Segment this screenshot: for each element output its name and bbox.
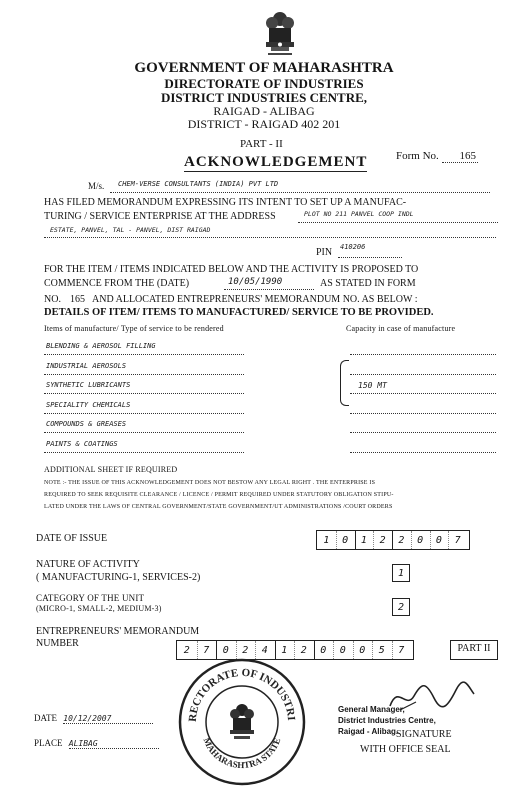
digit-cell: 0 bbox=[320, 644, 327, 656]
gm-line-1: General Manager, bbox=[338, 705, 405, 714]
digit-cell: 2 bbox=[379, 534, 386, 546]
category-label-1: CATEGORY OF THE UNIT bbox=[36, 593, 145, 603]
legal-note-3: LATED UNDER THE LAWS OF CENTRAL GOVERNMENT/STATE GOVERNMENT/UT ADMINISTRATIONS /COURT ORDERS bbox=[44, 504, 393, 510]
digit-cell: 7 bbox=[203, 644, 210, 656]
item-name: SYNTHETIC LUBRICANTS bbox=[46, 381, 131, 389]
digit-cell: 2 bbox=[300, 644, 307, 656]
nature-label-1: NATURE OF ACTIVITY bbox=[36, 559, 140, 570]
pin-label: PIN bbox=[316, 247, 333, 258]
pin-value: 410206 bbox=[340, 243, 366, 251]
acknowledgement-heading: ACKNOWLEDGEMENT bbox=[184, 154, 368, 170]
nature-value-box bbox=[392, 564, 410, 582]
digit-cell: 1 bbox=[323, 534, 330, 546]
state-emblem-icon bbox=[262, 10, 298, 60]
header-title-5: DISTRICT - RAIGAD 402 201 bbox=[187, 117, 341, 131]
em-label-1: ENTREPRENEURS' MEMORANDUM bbox=[36, 626, 200, 637]
signature-label: SIGNATURE bbox=[396, 729, 452, 740]
em-part-box bbox=[450, 640, 498, 660]
category-label-2: (MICRO-1, SMALL-2, MEDIUM-3) bbox=[36, 604, 162, 613]
digit-cell: 0 bbox=[417, 534, 424, 546]
items-column-header: Items of manufacture/ Type of service to be rendered bbox=[44, 324, 224, 333]
date-of-issue-boxes bbox=[316, 530, 470, 550]
form-no-label: Form No. bbox=[396, 150, 439, 162]
office-seal-label: WITH OFFICE SEAL bbox=[360, 744, 451, 755]
digit-cell: 2 bbox=[398, 534, 405, 546]
official-seal-icon bbox=[176, 656, 308, 788]
category-value-box bbox=[392, 598, 410, 616]
nature-value: 1 bbox=[397, 567, 405, 579]
gm-line-3: Raigad - Alibag. bbox=[338, 727, 399, 736]
digit-cell: 0 bbox=[359, 644, 366, 656]
gm-line-2: District Industries Centre, bbox=[338, 716, 436, 725]
capacity-column-header: Capacity in case of manufacture bbox=[346, 324, 456, 333]
body-line-5a: NO. bbox=[44, 294, 61, 305]
header-title-2: DIRECTORATE OF INDUSTRIES bbox=[164, 76, 364, 91]
commence-date: 10/05/1990 bbox=[228, 277, 283, 287]
place-value: ALIBAG bbox=[68, 739, 98, 748]
digit-cell: 2 bbox=[242, 644, 249, 656]
digit-cell: 0 bbox=[222, 644, 229, 656]
additional-sheet-note: ADDITIONAL SHEET IF REQUIRED bbox=[44, 465, 178, 474]
legal-note-2: REQUIRED TO SEEK REQUISITE CLEARANCE / LICENCE / PERMIT REQUIRED UNDER STATUTORY OBLIGATION STIPU- bbox=[44, 492, 394, 498]
body-line-4b: AS STATED IN FORM bbox=[320, 278, 416, 289]
header-title-3: DISTRICT INDUSTRIES CENTRE, bbox=[160, 90, 368, 105]
seal-ring-text: RECTORATE OF INDUSTRI bbox=[186, 666, 298, 723]
digit-cell: 1 bbox=[360, 534, 367, 546]
date-of-issue-label: DATE OF ISSUE bbox=[36, 533, 108, 544]
form-number bbox=[396, 150, 478, 162]
em-part: PART II bbox=[457, 643, 491, 654]
capacity-bracket bbox=[340, 360, 349, 406]
item-name: INDUSTRIAL AEROSOLS bbox=[46, 361, 127, 370]
body-line-4a: COMMENCE FROM THE (DATE) bbox=[44, 278, 190, 289]
legal-note-1: NOTE :- THE ISSUE OF THIS ACKNOWLEDGEMENT DOES NOT BESTOW ANY LEGAL RIGHT . THE ENTERPRISE IS bbox=[44, 480, 376, 486]
digit-cell: 4 bbox=[261, 644, 268, 656]
digit-cell: 7 bbox=[454, 534, 461, 546]
form-no-value: 165 bbox=[442, 150, 479, 163]
issue-date-label: DATE bbox=[34, 713, 57, 723]
firm-name: CHEM-VERSE CONSULTANTS (INDIA) PVT LTD bbox=[118, 180, 279, 188]
details-heading: DETAILS OF ITEM/ ITEMS TO MANUFACTURED/ SERVICE TO BE PROVIDED. bbox=[44, 307, 434, 318]
form-ref: 165 bbox=[70, 294, 85, 305]
digit-cell: 1 bbox=[281, 644, 288, 656]
issue-date-row bbox=[34, 713, 153, 724]
body-line-3: FOR THE ITEM / ITEMS INDICATED BELOW AND THE ACTIVITY IS PROPOSED TO bbox=[44, 264, 419, 275]
address-line-2: ESTATE, PANVEL, TAL - PANVEL, DIST RAIGAD bbox=[50, 226, 211, 234]
header-title-1: GOVERNMENT OF MAHARASHTRA bbox=[134, 60, 394, 76]
item-name: COMPOUNDS & GREASES bbox=[46, 420, 127, 428]
seal-bottom-text: MAHARASHTRA STATE bbox=[201, 736, 283, 771]
item-capacity: 150 MT bbox=[358, 381, 387, 390]
digit-cell: 0 bbox=[435, 534, 442, 546]
item-name: BLENDING & AEROSOL FILLING bbox=[46, 342, 156, 350]
category-value: 2 bbox=[397, 601, 405, 613]
nature-label-2: ( MANUFACTURING-1, SERVICES-2) bbox=[36, 572, 201, 583]
header-title-4: RAIGAD - ALIBAG bbox=[213, 104, 315, 118]
em-label-2: NUMBER bbox=[36, 638, 79, 649]
item-name: PAINTS & COATINGS bbox=[46, 439, 118, 448]
digit-cell: 2 bbox=[183, 644, 190, 656]
part-label: PART - II bbox=[240, 138, 283, 150]
item-name: SPECIALITY CHEMICALS bbox=[46, 400, 131, 409]
digit-cell: 5 bbox=[378, 644, 385, 656]
ms-prefix: M/s. bbox=[88, 181, 105, 191]
body-line-2: TURING / SERVICE ENTERPRISE AT THE ADDRESS bbox=[44, 211, 276, 222]
digit-cell: 0 bbox=[342, 534, 349, 546]
place-row bbox=[34, 738, 159, 749]
place-label: PLACE bbox=[34, 738, 63, 748]
body-line-1: HAS FILED MEMORANDUM EXPRESSING ITS INTENT TO SET UP A MANUFAC- bbox=[44, 197, 407, 208]
issue-date-value: 10/12/2007 bbox=[63, 714, 112, 723]
body-line-5b: AND ALLOCATED ENTREPRENEURS' MEMORANDUM NO. AS BELOW : bbox=[92, 294, 418, 305]
address-line-1: PLOT NO 211 PANVEL COOP INDL bbox=[304, 210, 414, 218]
digit-cell: 7 bbox=[398, 644, 405, 656]
digit-cell: 0 bbox=[339, 644, 346, 656]
